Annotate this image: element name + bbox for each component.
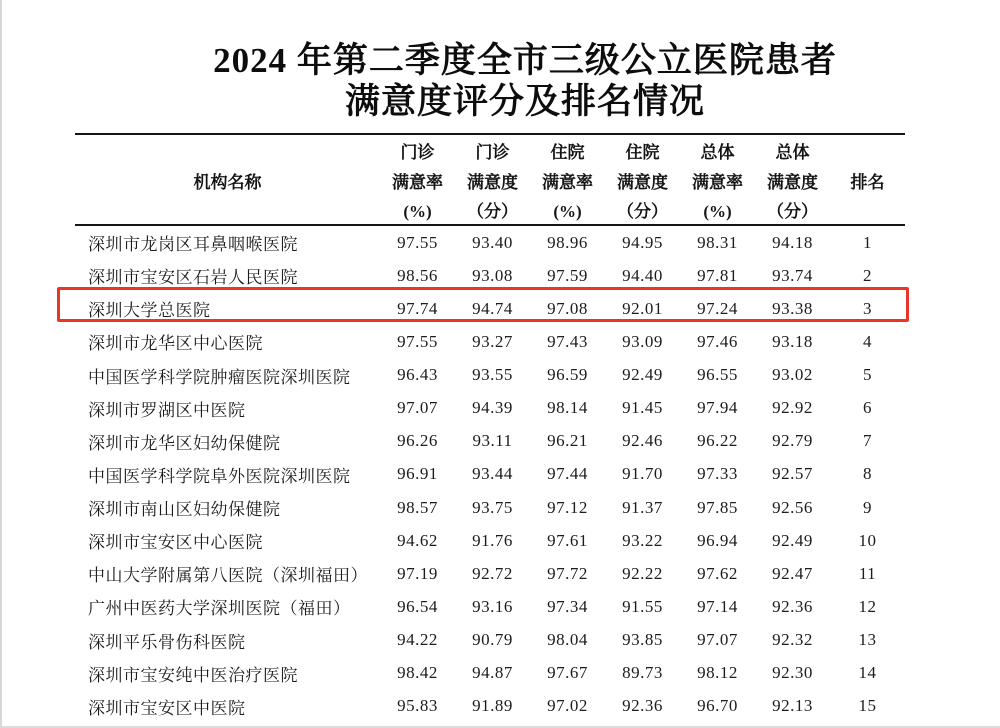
cell-value: 94.40 [622,265,663,285]
cell-value: 98.12 [697,663,738,683]
cell-value: 91.76 [472,530,513,550]
cell-value: 94.22 [397,630,438,650]
rank-cell: 11 [858,563,877,583]
hospital-name: 深圳市龙岗区耳鼻咽喉医院 [88,235,298,255]
cell-value: 92.49 [772,530,813,550]
table-row [75,359,905,392]
rank-cell: 1 [863,232,872,252]
header-line: 排名 [850,172,885,192]
cell-value: 97.43 [547,331,588,351]
cell-value: 97.61 [547,530,588,550]
header-line: 门诊 [475,143,510,162]
cell-value: 97.07 [397,398,438,418]
cell-value: 98.31 [697,232,738,252]
hospital-name: 中山大学附属第八医院（深圳福田） [88,566,368,586]
cell-value: 94.18 [772,232,813,252]
cell-value: 92.47 [772,563,813,583]
cell-value: 97.02 [547,696,588,716]
hospital-name: 深圳大学总医院 [88,301,211,321]
header-line: 机构名称 [193,172,262,192]
header-line: 住院 [550,143,585,162]
page-title-line1: 2024 年第二季度全市三级公立医院患者 [213,41,837,80]
cell-value: 98.56 [397,265,438,285]
cell-value: 91.55 [622,596,663,616]
cell-value: 92.36 [772,596,813,616]
header-line: 门诊 [400,143,435,162]
column-header-overall-rate [680,134,755,225]
hospital-name: 深圳市宝安区中医院 [88,698,246,718]
cell-value: 97.14 [697,596,738,616]
cell-value: 96.94 [697,530,738,550]
cell-value: 97.19 [397,563,438,583]
cell-value: 94.87 [472,663,513,683]
header-line: 住院 [625,143,660,162]
cell-value: 90.79 [472,630,513,650]
rank-cell: 3 [863,298,872,318]
table-row [75,325,905,358]
cell-value: 97.34 [547,596,588,616]
column-header-inpatient-score [605,134,680,225]
cell-value: 92.46 [622,431,663,451]
header-line: 满意度 [467,172,518,192]
cell-value: 96.43 [397,365,438,385]
hospital-name: 深圳市罗湖区中医院 [88,400,246,420]
cell-value: 93.18 [772,331,813,351]
cell-value: 96.59 [547,365,588,385]
cell-value: 97.12 [547,497,588,517]
cell-value: 98.04 [547,630,588,650]
hospital-name: 广州中医药大学深圳医院（福田） [88,599,351,619]
table-row [75,259,905,292]
hospital-name: 深圳市南山区妇幼保健院 [88,500,281,520]
cell-value: 96.55 [697,365,738,385]
hospital-name: 深圳市龙华区中心医院 [88,334,263,354]
cell-value: 91.89 [472,696,513,716]
rank-cell: 7 [863,431,872,451]
table-row [75,392,905,425]
cell-value: 93.74 [772,265,813,285]
cell-value: 96.26 [397,431,438,451]
cell-value: 92.36 [622,696,663,716]
cell-value: 98.14 [547,398,588,418]
cell-value: 92.56 [772,497,813,517]
cell-value: 93.22 [622,530,663,550]
header-line: (%) [703,202,732,221]
rank-cell: 10 [858,530,877,550]
cell-value: 96.54 [397,596,438,616]
cell-value: 97.46 [697,331,738,351]
column-header-rank [830,134,905,225]
cell-value: 97.74 [397,298,438,318]
table-row [75,690,905,723]
cell-value: 92.30 [772,663,813,683]
cell-value: 96.70 [697,696,738,716]
hospital-name: 中国医学科学院肿瘤医院深圳医院 [88,367,351,387]
cell-value: 92.92 [772,398,813,418]
cell-value: 93.55 [472,365,513,385]
hospital-name: 中国医学科学院阜外医院深圳医院 [88,466,351,486]
header-line: 满意度 [617,172,668,192]
page-title [2,40,1000,122]
cell-value: 92.01 [622,298,663,318]
header-line: 满意率 [692,172,743,192]
cell-value: 97.55 [397,331,438,351]
rank-cell: 2 [863,265,872,285]
cell-value: 96.21 [547,431,588,451]
cell-value: 94.95 [622,232,663,252]
rank-cell: 8 [863,464,872,484]
page-title-line2: 满意度评分及排名情况 [344,82,705,121]
cell-value: 98.57 [397,497,438,517]
table-header [75,134,905,225]
column-header-overall-score [755,134,830,225]
cell-value: 95.83 [397,696,438,716]
cell-value: 94.62 [397,530,438,550]
cell-value: 93.75 [472,497,513,517]
header-line: 满意率 [542,172,593,192]
table-row [75,524,905,557]
cell-value: 92.57 [772,464,813,484]
cell-value: 91.37 [622,497,663,517]
table-row [75,590,905,623]
hospital-name: 深圳市宝安纯中医治疗医院 [88,665,298,685]
hospital-name: 深圳市宝安区中心医院 [88,533,263,553]
hospital-name: 深圳市龙华区妇幼保健院 [88,433,281,453]
cell-value: 97.24 [697,298,738,318]
rank-cell: 14 [858,663,877,683]
rank-cell: 13 [858,630,877,650]
cell-value: 98.42 [397,663,438,683]
cell-value: 96.22 [697,431,738,451]
header-line: (%) [553,202,582,221]
table-row [75,491,905,524]
cell-value: 93.08 [472,265,513,285]
hospital-name: 深圳平乐骨伤科医院 [88,632,246,652]
header-line: 满意率 [392,172,443,192]
header-line: 满意度 [767,172,818,192]
table-row [75,624,905,657]
table-row [75,458,905,491]
cell-value: 92.79 [772,431,813,451]
cell-value: 97.62 [697,563,738,583]
table-row [75,292,905,325]
rank-cell: 12 [858,596,877,616]
cell-value: 91.70 [622,464,663,484]
rank-cell: 15 [858,696,877,716]
cell-value: 97.44 [547,464,588,484]
rank-cell: 4 [863,331,872,351]
cell-value: 93.38 [772,298,813,318]
cell-value: 92.22 [622,563,663,583]
cell-value: 92.13 [772,696,813,716]
header-line: （分） [767,202,818,221]
table-body [75,225,905,723]
cell-value: 97.07 [697,630,738,650]
cell-value: 98.96 [547,232,588,252]
rank-cell: 9 [863,497,872,517]
cell-value: 93.40 [472,232,513,252]
header-line: （分） [467,202,518,221]
cell-value: 97.85 [697,497,738,517]
column-header-institution [75,134,380,225]
column-header-outpatient-score [455,134,530,225]
cell-value: 93.09 [622,331,663,351]
cell-value: 93.44 [472,464,513,484]
cell-value: 93.27 [472,331,513,351]
cell-value: 97.08 [547,298,588,318]
table-row [75,425,905,458]
cell-value: 97.94 [697,398,738,418]
cell-value: 93.85 [622,630,663,650]
table-row [75,557,905,590]
header-line: 总体 [700,143,735,162]
cell-value: 96.91 [397,464,438,484]
header-line: (%) [403,202,432,221]
cell-value: 92.32 [772,630,813,650]
table-row [75,225,905,259]
header-line: 总体 [775,143,810,162]
rank-cell: 6 [863,398,872,418]
cell-value: 91.45 [622,398,663,418]
header-row [75,134,905,225]
cell-value: 97.33 [697,464,738,484]
cell-value: 93.16 [472,596,513,616]
column-header-outpatient-rate [380,134,455,225]
cell-value: 97.67 [547,663,588,683]
cell-value: 94.74 [472,298,513,318]
cell-value: 93.02 [772,365,813,385]
header-line: （分） [617,202,668,221]
cell-value: 97.72 [547,563,588,583]
cell-value: 89.73 [622,663,663,683]
rank-cell: 5 [863,365,872,385]
cell-value: 92.72 [472,563,513,583]
cell-value: 97.55 [397,232,438,252]
table-row [75,657,905,690]
cell-value: 97.81 [697,265,738,285]
cell-value: 97.59 [547,265,588,285]
column-header-inpatient-rate [530,134,605,225]
cell-value: 93.11 [472,431,513,451]
hospital-name: 深圳市宝安区石岩人民医院 [88,268,298,288]
cell-value: 94.39 [472,398,513,418]
cell-value: 92.49 [622,365,663,385]
ranking-table [75,133,905,723]
